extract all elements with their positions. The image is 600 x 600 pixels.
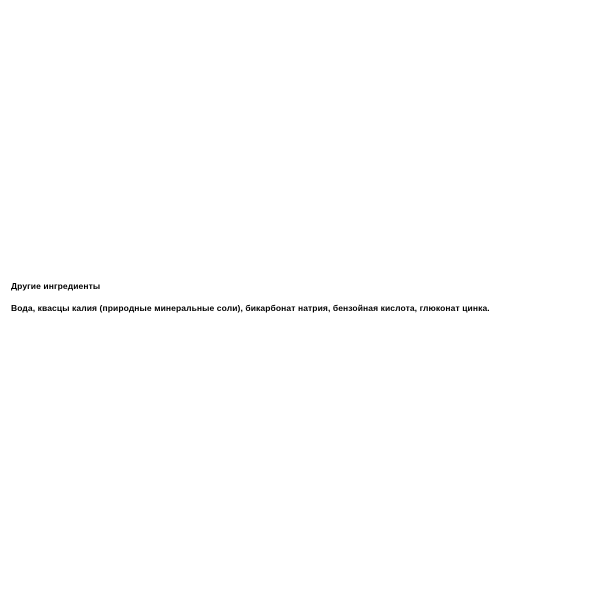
ingredients-section bbox=[11, 280, 589, 315]
other-ingredients-heading: Другие ингредиенты bbox=[11, 281, 101, 291]
other-ingredients-text: Вода, квасцы калия (природные минеральные соли), бикарбонат натрия, бензойная кислота, глюконат цинка. bbox=[11, 303, 490, 313]
